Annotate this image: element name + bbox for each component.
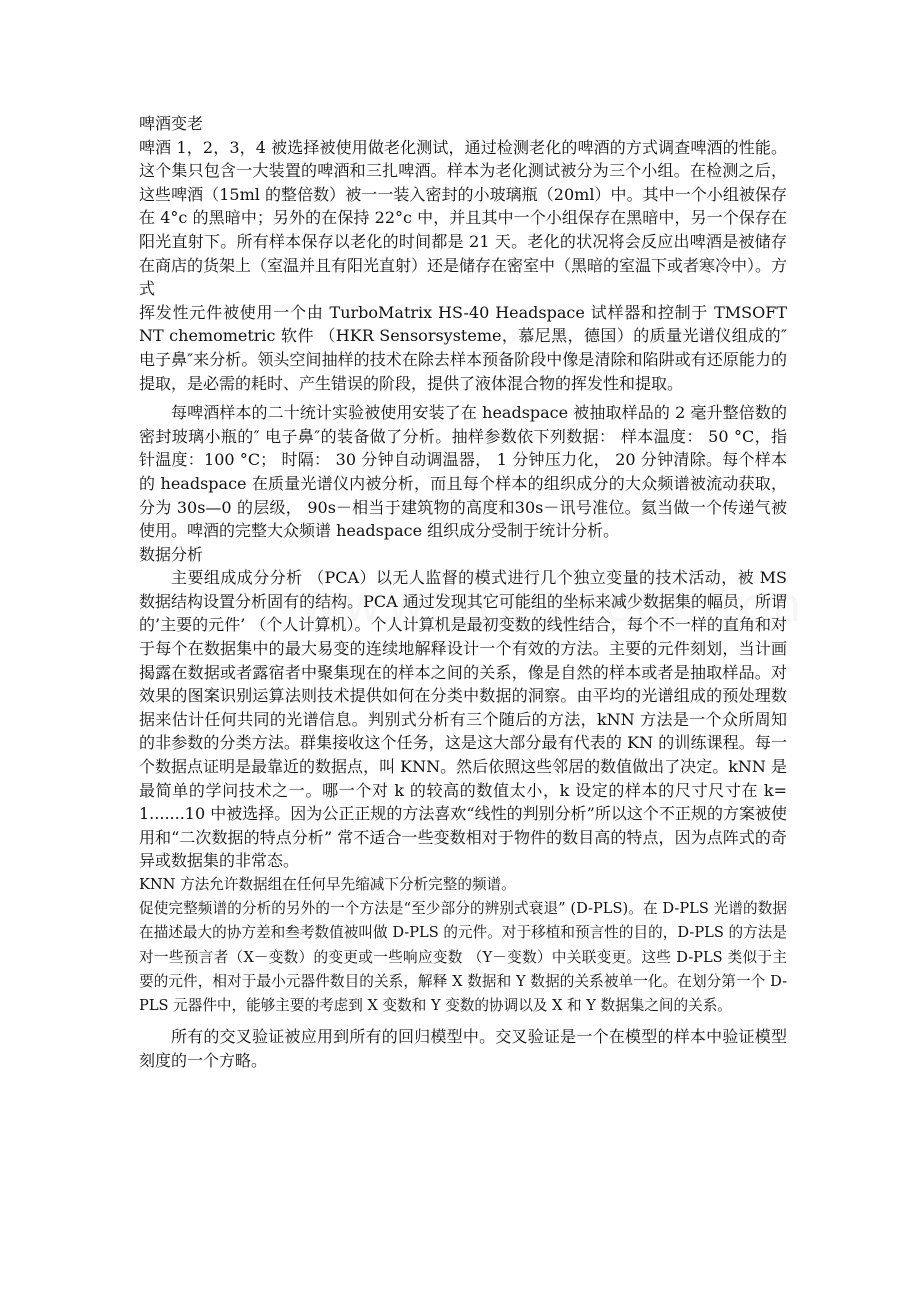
- paragraph-pca-knn: 主要组成成分分析 （PCA）以无人监督的模式进行几个独立变量的技术活动，被 MS 数据结构设置分析固有的结构。PCA 通过发现其它可能组的坐标来减少数据集的幅员，所谓的’主要的元件’ （个人计算机）。个人计算机是最初变数的线性结合，每个不一样的直角和对于每个在数据集中的最大易变的连续地解释设计一个有效的方法。主要的元件刻划，当计画揭露在数据或者露宿者中聚集现在的样本之间的关系，像是自然的样本或者是抽取样品。对效果的图案识别运算法则技术提供如何在分类中数据的洞察。由平均的光谱组成的预处理数据来估计任何共同的光谱信息。判别式分析有三个随后的方法，kNN 方法是一个众所周知的非参数的分类方法。群集接收这个任务，这是这大部分最有代表的 KN 的训练课程。每一个数据点证明是最靠近的数据点，叫 KNN。然后依照这些邻居的数值做出了决定。kNN 是最简单的学问技术之一。哪一个对 k 的较高的数值太小，k 设定的样本的尺寸尺寸在 k=1.......10 中被选择。因为公正正规的方法喜欢“线性的判别分析”所以这个不正规的方案被使用和“二次数据的特点分析” 常不适合一些变数相对于物件的数目高的特点，因为点阵式的奇异或数据集的非常态。: [139, 568, 787, 871]
- paragraph-methods: 挥发性元件被使用一个由 TurboMatrix HS-40 Headspace 试样器和控制于 TMSOFT NT chemometric 软件 （HKR Sensorsysteme，慕尼黑，德国）的质量光谱仪组成的″电子鼻″来分析。领头空间抽样的技术在除去样本预备阶段中像是清除和陷阱或有还原能力的提取，是必需的耗时、产生错误的阶段，提供了液体混合物的挥发性和提取。: [139, 302, 787, 393]
- paragraph-sampling: 每啤酒样本的二十统计实验被使用安装了在 headspace 被抽取样品的 2 毫升整倍数的密封玻璃小瓶的″ 电子鼻″的装备做了分析。抽样参数依下列数据： 样本温度： 50 °C，指针温度：100 °C； 时隔： 30 分钟自动调温器， 1 分钟压力化， 20 分钟清除。每个样本的 headspace 在质量光谱仪内被分析，而且每个样本的组织成分的大众频谱被流动获取，分为 30s—0 的层级， 90s－相当于建筑物的高度和30s－讯号准位。氦当做一个传递气被使用。啤酒的完整大众频谱 headspace 组织成分受制于统计分析。: [139, 403, 787, 541]
- section-heading-data-analysis: 数据分析: [139, 544, 204, 564]
- document-body: [139, 112, 787, 1072]
- document-title: 啤酒变老: [139, 114, 204, 133]
- paragraph-knn-note: KNN 方法允许数据组在任何早先缩减下分析完整的频谱。: [139, 876, 516, 893]
- paragraph-dpls: 促使完整频谱的分析的另外的一个方法是“至少部分的辨别式衰退” (D-PLS)。在 D-PLS 光谱的数据在描述最大的协方差和叁考数值被叫做 D-PLS 的元件。对于移植和预言性的目的，D-PLS 的方法是对一些预言者（X－变数）的变更或一些响应变数 （Y－变数）中关联变更。这些 D-PLS 类似于主要的元件，相对于最小元器件数目的关系，解释 X 数据和 Y 数据的关系被单一化。在划分第一个 D-PLS 元器件中，能够主要的考虑到 X 变数和 Y 变数的协调以及 X 和 Y 数据集之间的关系。: [139, 900, 787, 1015]
- paragraph-cross-validation: 所有的交叉验证被应用到所有的回归模型中。交叉验证是一个在模型的样本中验证模型刻度的一个方略。: [139, 1027, 787, 1070]
- paragraph-aging-intro: 啤酒 1，2，3，4 被选择被使用做老化测试，通过检测老化的啤酒的方式调查啤酒的性能。这个集只包含一大装置的啤酒和三扎啤酒。样本为老化测试被分为三个小组。在检测之后，这些啤酒（15ml 的整倍数）被一一装入密封的小玻璃瓶（20ml）中。其中一个小组被保存在 4°c 的黑暗中；另外的在保持 22°c 中，并且其中一个小组保存在黑暗中，另一个保存在阳光直射下。所有样本保存以老化的时间都是 21 天。老化的状况将会反应出啤酒是被储存在商店的货架上（室温并且有阳光直射）还是储存在密室中（黑暗的室温下或者寒冷中）。方式: [139, 137, 788, 299]
